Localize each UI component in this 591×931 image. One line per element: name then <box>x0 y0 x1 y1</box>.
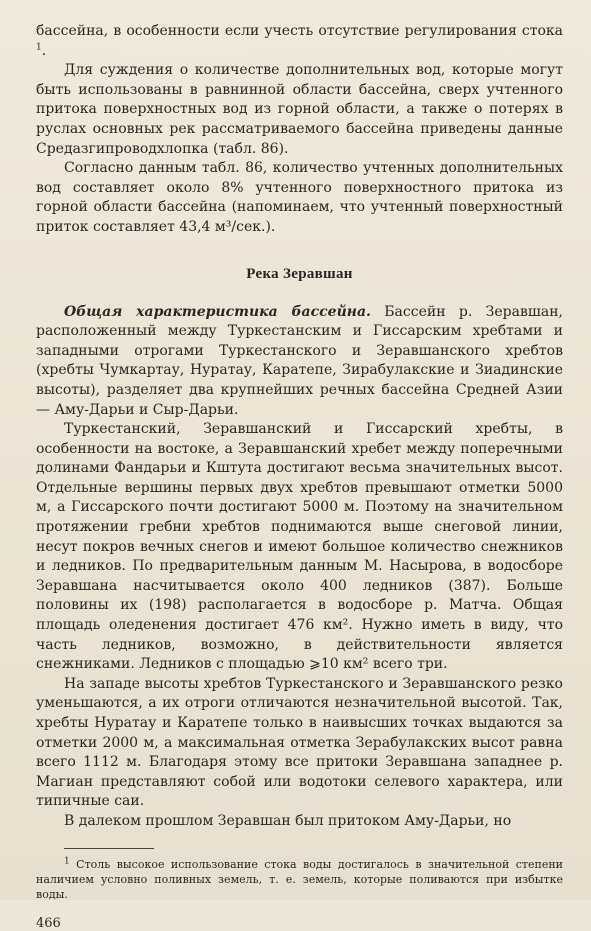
paragraph-lead: Общая характеристика бассейна. <box>64 303 371 320</box>
page-number: 466 <box>36 915 61 931</box>
paragraph-additional-waters: Для суждения о количестве дополнительных вод, которые могут быть использованы в равнинной области бассейна, сверх учтенного притока поверхностных вод из горной области, а также о потерях в руслах основных рек рассматриваемого бассейна приведены данные Средазгипроводхлопка (табл. 86). <box>36 62 563 157</box>
footnote: $^1$ Столь высокое использование стока воды достигалось в значительной степени наличием условно поливных земель, т. е. земель, которые поливаются при избытке воды. <box>36 855 563 901</box>
section-heading: Река Зеравшан <box>246 265 353 282</box>
footnote-divider <box>64 848 154 849</box>
paragraph-ancient-past: В далеком прошлом Зеравшан был притоком Аму-Дарьи, но <box>64 812 512 829</box>
paragraph-basin-overview: Общая характеристика бассейна. Бассейн р. Зеравшан, расположенный между Туркестанским и Гиссарским хребтами и западными отрогами Туркестанского и Зеравшанского хребтов (хребты Чумкартау, Нуратау, Каратепе, Зирабулакские и Зиадинские высоты), разделяет два крупнейших речных бассейна Средней Азии — Аму-Дарьи и Сыр-Дарьи. <box>36 303 563 418</box>
paragraph-table-86: Согласно данным табл. 86, количество учтенных дополнительных вод составляет около 8% учтенного поверхностного притока из горной области бассейна (напоминаем, что учтенный поверхностный приток составляет 43,4 м³/сек.). <box>36 160 563 235</box>
paragraph-west-heights: На западе высоты хребтов Туркестанского и Зеравшанского резко уменьшаются, а их отроги отличаются незначительной высотой. Так, хребты Нуратау и Каратепе только в наивысших точках выдаются за отметки 2000 м, а максимальная отметка Зерабулакских высот равна всего 1112 м. Благодаря этому все притоки Зеравшана западнее р. Магиан представляют собой или водотоки селевого характера, или типичные саи. <box>36 675 563 810</box>
paragraph-continuation: бассейна, в особенности если учесть отсутствие регулирования стока $^1$. <box>36 23 563 59</box>
footnote-ref[interactable]: 1 <box>36 41 42 52</box>
paragraph-ridges-glaciers: Туркестанский, Зеравшанский и Гиссарский хребты, в особенности на востоке, а Зеравшанский хребет между поперечными долинами Фандарьи и Кштута достигают весьма значительных высот. Отдельные вершины первых двух хребтов превышают отметки 5000 м, а Гиссарского почти достигают 5000 м. Поэтому на значительном протяжении гребни хребтов поднимаются выше снеговой линии, несут покров вечных снегов и имеют большое количество снежников и ледников. По предварительным данным М. Насырова, в водосборе Зеравшана насчитывается около 400 ледников (387). Больше половины их (198) располагается в водосборе р. Матча. Общая площадь оледенения достигает 476 км². Нужно иметь в виду, что часть ледников, возможно, в действительности является снежниками. Ледников с площадью ⩾10 км² всего три. <box>36 421 563 673</box>
